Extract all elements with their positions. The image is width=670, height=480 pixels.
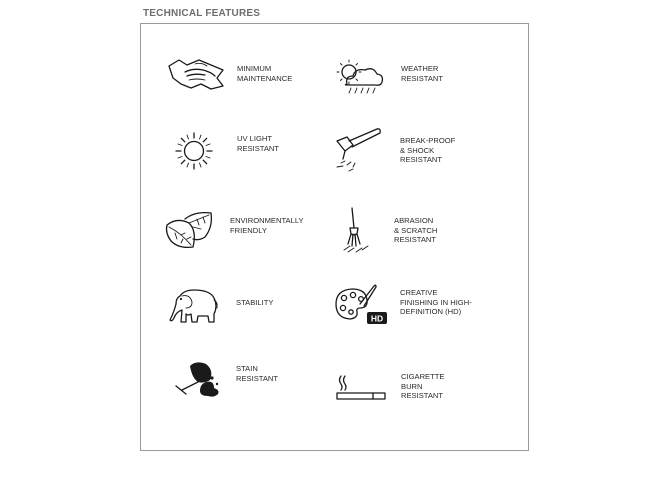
feature-label: MINIMUM MAINTENANCE	[237, 64, 293, 83]
feature-label: WEATHER RESISTANT	[401, 64, 444, 83]
feature-label: CREATIVE FINISHING IN HIGH- DEFINITION (HD)	[400, 288, 472, 317]
fork-scratch-icon	[340, 206, 376, 256]
elephant-icon	[168, 286, 220, 326]
sun-icon	[173, 130, 215, 172]
page-title: TECHNICAL FEATURES	[143, 8, 261, 19]
wine-stain-icon	[168, 360, 224, 402]
feature-label: UV LIGHT RESISTANT	[237, 134, 280, 153]
hd-badge: HD	[370, 313, 384, 324]
cigarette-icon	[335, 372, 387, 402]
feature-label: STABILITY	[236, 298, 274, 307]
feature-label: CIGARETTE BURN RESISTANT	[401, 372, 445, 401]
feature-label: BREAK-PROOF & SHOCK RESISTANT	[400, 136, 456, 165]
feature-label: ENVIRONMENTALLY FRIENDLY	[230, 216, 304, 235]
hammer-icon	[333, 127, 383, 173]
leaves-icon	[163, 209, 215, 253]
feature-label: STAIN RESISTANT	[236, 364, 279, 383]
feature-label: ABRASION & SCRATCH RESISTANT	[394, 216, 438, 245]
hand-wiping-icon	[165, 56, 227, 96]
weather-icon	[335, 58, 385, 98]
palette-hd-icon	[330, 284, 390, 326]
